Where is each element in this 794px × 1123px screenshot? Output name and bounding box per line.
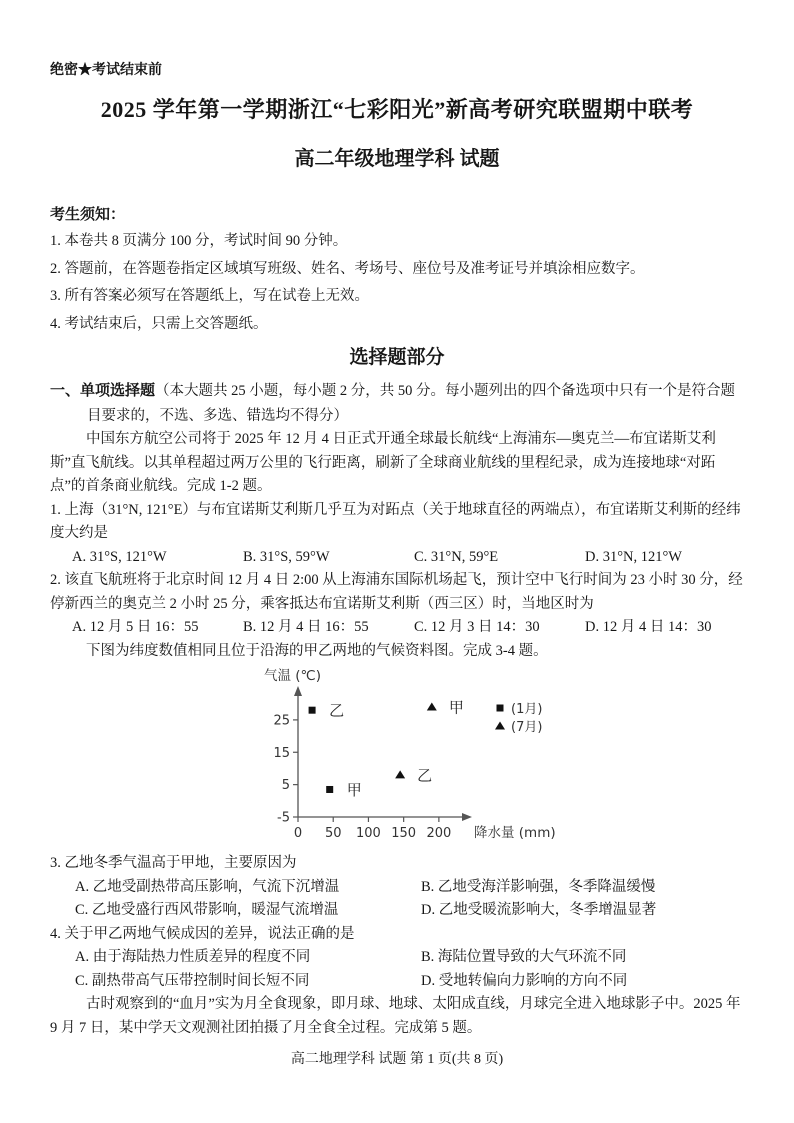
question-2-option-a: A. 12 月 5 日 16：55 [72,619,199,635]
question-1 [50,499,744,570]
notice-heading: 考生须知： [50,207,126,223]
question-4-option-a: A. 由于海陆热力性质差异的程度不同 [75,949,311,965]
svg-text:15: 15 [273,745,290,761]
question-2-option-b: B. 12 月 4 日 16：55 [243,619,369,635]
notice-item-2: 2. 答题前，在答题卷指定区域填写班级、姓名、考场号、座位号及准考证号并填涂相应数字。 [50,260,645,277]
question-1-option-d: D. 31°N, 121°W [585,548,682,565]
question-1-option-a: A. 31°S, 121°W [72,548,167,565]
question-2-stem: 2. 该直飞航班将于北京时间 12 月 4 日 2:00 从上海浦东国际机场起飞，预计空中飞行时间为 23 小时 30 分，经停新西兰的奥克兰 2 小时 25 分，乘客抵达布宜诺斯艾利斯（西三区）时，当地区时为 [50,572,743,612]
question-2-option-d: D. 12 月 4 日 14：30 [585,619,712,635]
svg-text:乙: 乙 [417,766,433,785]
question-1-option-c: C. 31°N, 59°E [414,548,499,565]
question-4 [50,923,744,994]
question-2 [50,569,744,640]
exam-title: 2025 学年第一学期浙江“七彩阳光”新高考研究联盟期中联考 [100,97,694,122]
svg-text:降水量 (mm): 降水量 (mm) [474,825,556,841]
climate-chart-svg [230,664,592,852]
part-heading [50,379,744,428]
svg-text:甲: 甲 [448,698,464,717]
exam-subtitle: 高二年级地理学科 试题 [294,148,500,170]
page-footer: 高二地理学科 试题 第 1 页(共 8 页) [290,1052,504,1067]
question-4-option-b: B. 海陆位置导致的大气环流不同 [421,949,627,965]
svg-text:25: 25 [273,713,290,729]
question-3-options [50,876,744,923]
svg-text:50: 50 [324,826,342,841]
question-1-stem: 1. 上海（31°N, 121°E）与布宜诺斯艾利斯几乎互为对跖点（关于地球直径的两端点），布宜诺斯艾利斯的经纬度大约是 [50,501,741,541]
question-3-option-b: B. 乙地受海洋影响强，冬季降温缓慢 [421,878,656,895]
climate-scatter-chart [230,664,592,852]
notice-item-4: 4. 考试结束后，只需上交答题纸。 [50,315,268,332]
svg-text:150: 150 [391,826,417,841]
svg-text:0: 0 [293,826,303,841]
question-2-options [50,616,744,640]
candidate-notice [50,203,744,338]
svg-text:乙: 乙 [329,701,345,720]
svg-text:(7月): (7月) [511,720,543,735]
question-4-stem: 4. 关于甲乙两地气候成因的差异，说法正确的是 [50,925,355,942]
part-heading-note: （本大题共 25 小题，每小题 2 分，共 50 分。每小题列出的四个备选项中只有一个是符合题目要求的，不选、多选、错选均不得分） [87,383,736,424]
question-3 [50,852,744,923]
svg-text:5: 5 [281,778,290,794]
section-title: 选择题部分 [349,347,445,368]
question-3-option-a: A. 乙地受副热带高压影响，气流下沉增温 [75,878,340,895]
question-4-option-d: D. 受地转偏向力影响的方向不同 [421,972,628,989]
svg-text:气温 (℃): 气温 (℃) [264,668,321,684]
question-2-option-c: C. 12 月 3 日 14：30 [414,619,540,635]
question-3-option-c: C. 乙地受盛行西风带影响，暖湿气流增温 [75,902,339,918]
notice-item-3: 3. 所有答案必须写在答题纸上，写在试卷上无效。 [50,288,369,304]
passage-2: 下图为纬度数值相同且位于沿海的甲乙两地的气候资料图。完成 3-4 题。 [86,642,548,659]
notice-item-1: 1. 本卷共 8 页满分 100 分，考试时间 90 分钟。 [50,233,348,249]
question-1-options [50,546,744,570]
question-1-option-b: B. 31°S, 59°W [243,548,330,565]
svg-text:200: 200 [426,826,452,841]
question-4-options [50,946,744,993]
svg-text:-5: -5 [277,810,290,826]
question-3-option-d: D. 乙地受暖流影响大，冬季增温显著 [421,902,657,918]
svg-text:(1月): (1月) [511,702,543,717]
part-heading-label: 一、单项选择题 [50,383,156,399]
passage-1: 中国东方航空公司将于 2025 年 12 月 4 日正式开通全球最长航线“上海浦东—奥克兰—布宜诺斯艾利斯”直飞航线。以其单程超过两万公里的飞行距离，刷新了全球商业航线的里程纪录，成为连接地球“对跖点”的首条商业航线。完成 1-2 题。 [50,431,716,494]
question-4-option-c: C. 副热带高气压带控制时间长短不同 [75,972,310,989]
secrecy-label: 绝密★考试结束前 [50,63,162,78]
svg-text:甲: 甲 [346,780,362,799]
svg-text:100: 100 [356,826,381,841]
passage-3: 古时观察到的“血月”实为月全食现象，即月球、地球、太阳成直线，月球完全进入地球影子中。2025 年 9 月 7 日，某中学天文观测社团拍摄了月全食全过程。完成第 5 题。 [50,996,741,1036]
question-3-stem: 3. 乙地冬季气温高于甲地，主要原因为 [50,855,297,871]
